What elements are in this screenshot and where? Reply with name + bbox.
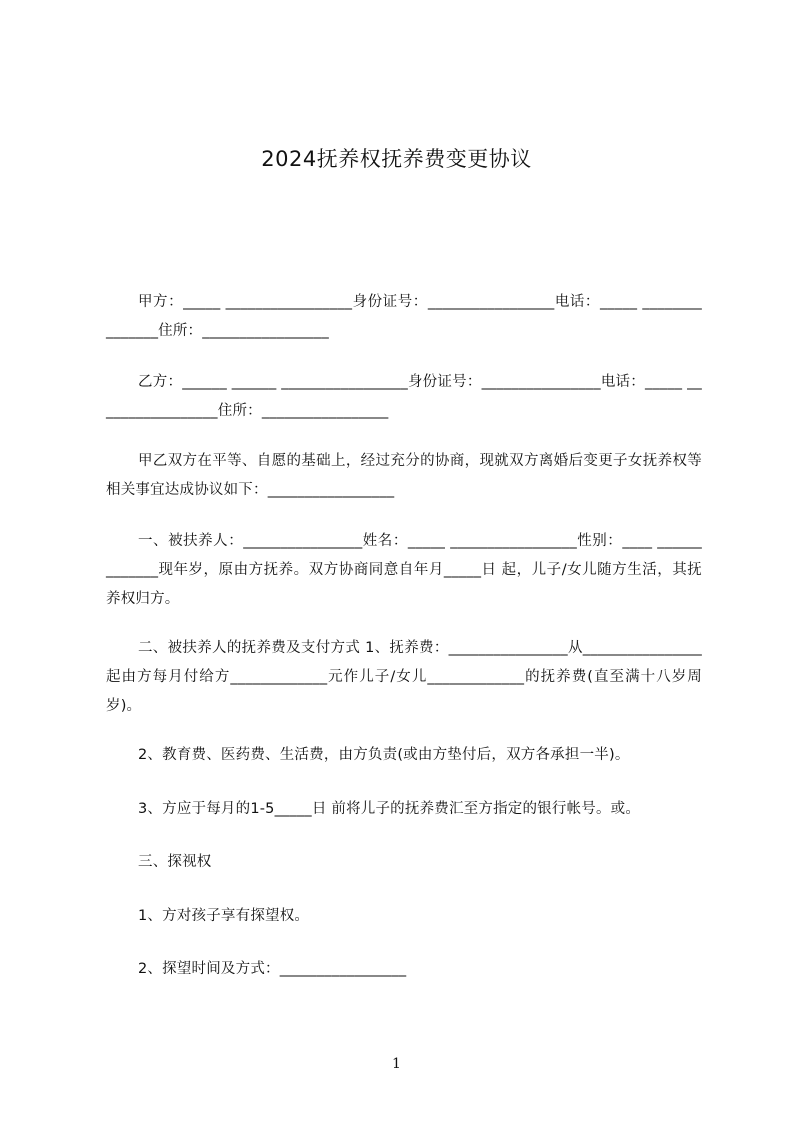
visit-clause-1-paragraph: 1、方对孩子享有探望权。 — [138, 908, 310, 924]
intro-paragraph: 甲乙双方在平等、自愿的基础上，经过充分的协商，现就双方离婚后变更子女抚养权等相关事宜达成协议如下：_________________ — [106, 453, 702, 498]
visit-clause-2-paragraph: 2、探望时间及方式：_________________ — [138, 961, 407, 977]
clause-2-paragraph: 2、教育费、医药费、生活费，由方负责(或由方垫付后，双方各承担一半)。 — [138, 747, 630, 763]
party-b-paragraph: 乙方：______ ______ _________________身份证号：________________电话：_____ _________________住所：_________________ — [106, 374, 702, 419]
page-number: 1 — [392, 1056, 401, 1072]
clause-3-paragraph: 3、方应于每月的1-5_____日 前将儿子的抚养费汇至方指定的银行帐号。或。 — [138, 801, 641, 817]
section-1-paragraph: 一、被扶养人：________________姓名：_____ _________________性别：____ _____________现年岁，原由方抚养。双方协商同意自年月_____日 起，儿子/女儿随方生活，其抚养权归方。 — [106, 533, 702, 607]
document-title: 2024抚养权抚养费变更协议 — [261, 147, 532, 171]
section-2-paragraph: 二、被扶养人的抚养费及支付方式 1、抚养费：________________从________________起由方每月付给方_____________元作儿子/女儿_____________的抚养费(直至满十八岁周岁)。 — [106, 640, 702, 714]
section-3-heading: 三、探视权 — [138, 854, 212, 870]
party-a-paragraph: 甲方：_____ _________________身份证号：_________________电话：_____ _______________住所：_________________ — [106, 294, 702, 339]
